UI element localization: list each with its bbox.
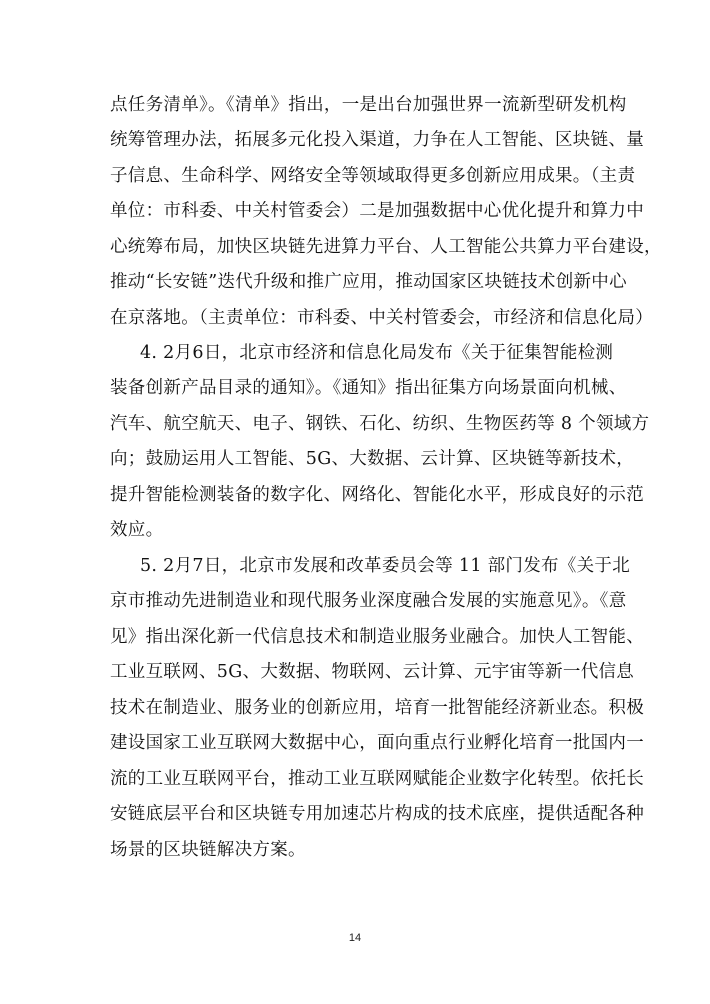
text-line: 提升智能检测装备的数字化、网络化、智能化水平，形成良好的示范 <box>110 485 644 505</box>
text-line: 技术在制造业、服务业的创新应用，培育一批智能经济新业态。积极 <box>110 698 644 718</box>
text-line: 安链底层平台和区块链专用加速芯片构成的技术底座，提供适配各种 <box>110 804 644 824</box>
text-line: 装备创新产品目录的通知》。《通知》指出征集方向场景面向机械、 <box>110 378 627 398</box>
paragraph-5-start-line: 5. 2月7日，北京市发展和改革委员会等 11 部门发布《关于北 <box>140 556 631 576</box>
text-line: 流的工业互联网平台，推动工业互联网赋能企业数字化转型。依托长 <box>110 769 644 789</box>
text-line: 见》指出深化新一代信息技术和制造业服务业融合。加快人工智能、 <box>110 627 644 647</box>
text-line: 点任务清单》。《清单》指出，一是出台加强世界一流新型研发机构 <box>110 95 627 115</box>
text-line: 单位：市科委、中关村管委会）二是加强数据中心优化提升和算力中 <box>110 201 644 221</box>
text-line: 建设国家工业互联网大数据中心，面向重点行业孵化培育一批国内一 <box>110 733 644 753</box>
paragraph-4-start-line: 4. 2月6日，北京市经济和信息化局发布《关于征集智能检测 <box>140 343 614 363</box>
text-line: 推动“长安链”迭代升级和推广应用，推动国家区块链技术创新中心 <box>110 272 627 292</box>
text-line: 在京落地。（主责单位：市科委、中关村管委会，市经济和信息化局） <box>110 308 654 328</box>
page-number: 14 <box>348 932 362 944</box>
text-line: 京市推动先进制造业和现代服务业深度融合发展的实施意见》。《意 <box>110 591 627 611</box>
text-line: 效应。 <box>110 520 164 540</box>
text-line: 子信息、生命科学、网络安全等领域取得更多创新应用成果。（主责 <box>110 166 636 186</box>
text-line: 工业互联网、5G、大数据、物联网、云计算、元宇宙等新一代信息 <box>110 662 635 682</box>
text-line: 汽车、航空航天、电子、钢铁、石化、纺织、生物医药等 8 个领域方 <box>110 414 650 434</box>
text-line: 场景的区块链解决方案。 <box>110 840 306 860</box>
text-line: 统筹管理办法，拓展多元化投入渠道，力争在人工智能、区块链、量 <box>110 130 644 150</box>
text-line: 向；鼓励运用人工智能、5G、大数据、云计算、区块链等新技术， <box>110 449 635 469</box>
text-line: 心统筹布局，加快区块链先进算力平台、人工智能公共算力平台建设， <box>110 237 662 257</box>
